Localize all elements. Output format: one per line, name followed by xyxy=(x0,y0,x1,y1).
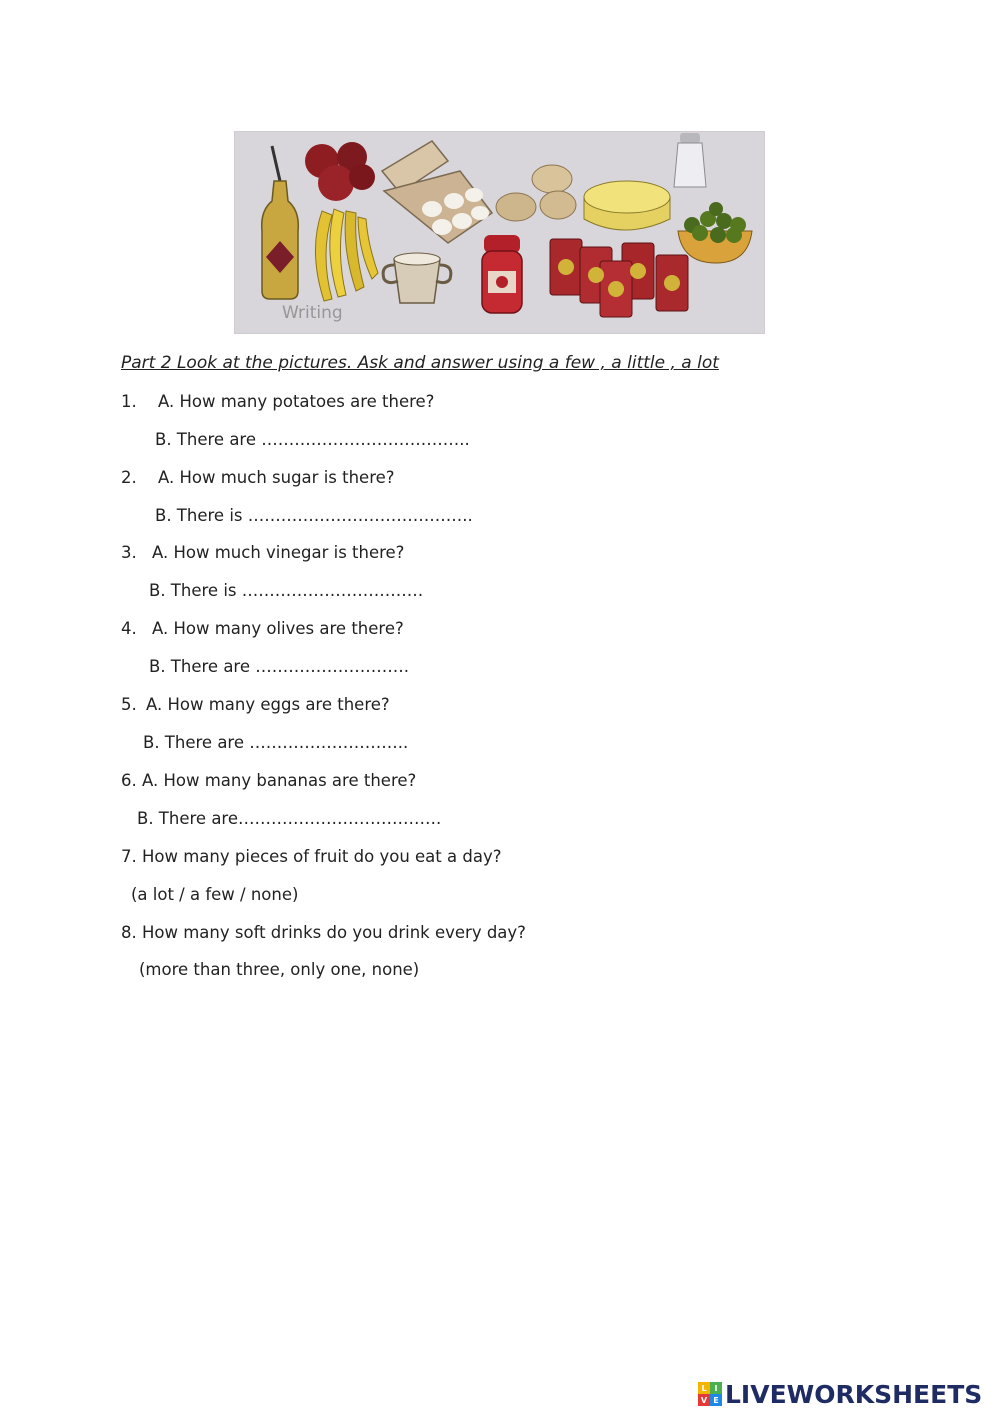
question-3-b xyxy=(149,581,423,600)
cheese-icon xyxy=(584,181,670,230)
question-7-options xyxy=(131,885,298,904)
sugar-bowl-icon xyxy=(383,253,451,303)
liveworksheets-logo-icon xyxy=(698,1382,722,1406)
question-number: 2. xyxy=(121,468,137,487)
cans-icon xyxy=(550,239,688,317)
bottle-icon xyxy=(262,146,299,299)
logo-letter: E xyxy=(710,1394,722,1406)
question-text: 7. How many pieces of fruit do you eat a day? xyxy=(121,847,502,866)
logo-letter: V xyxy=(698,1394,710,1406)
question-3-a xyxy=(121,543,404,562)
question-text: A. How many eggs are there? xyxy=(146,695,390,714)
food-picture xyxy=(234,131,765,334)
image-caption: Writing xyxy=(282,303,343,323)
question-8-options xyxy=(139,960,419,979)
question-number: 3. xyxy=(121,543,137,562)
question-4-a xyxy=(121,619,404,638)
question-4-b xyxy=(149,657,409,676)
part-heading: Part 2 Look at the pictures. Ask and answer using a few , a little , a lot xyxy=(121,353,719,373)
jam-jar-icon xyxy=(482,235,522,313)
question-1-b xyxy=(155,430,470,449)
egg-carton-icon xyxy=(382,141,492,243)
salt-shaker-icon xyxy=(674,133,706,187)
question-number: 5. xyxy=(121,695,137,714)
olives-bowl-icon xyxy=(678,202,752,263)
question-5-a xyxy=(121,695,390,714)
question-number: 1. xyxy=(121,392,137,411)
question-text: A. How much sugar is there? xyxy=(158,468,395,487)
answer-text: B. There are………………………………. xyxy=(137,809,442,828)
question-6-a xyxy=(121,771,416,790)
apples-icon xyxy=(305,142,375,201)
options-text: (more than three, only one, none) xyxy=(139,960,420,979)
liveworksheets-logo xyxy=(698,1379,982,1409)
answer-text: B. There are ……………………………….. xyxy=(155,430,470,449)
answer-text: B. There are ……………………….. xyxy=(143,733,409,752)
bananas-icon xyxy=(315,209,378,301)
question-8 xyxy=(121,923,526,942)
answer-text: B. There is …………………………… xyxy=(149,581,424,600)
options-text: (a lot / a few / none) xyxy=(131,885,299,904)
logo-letter: L xyxy=(698,1382,710,1394)
question-7 xyxy=(121,847,501,866)
question-2-a xyxy=(121,468,395,487)
question-6-b xyxy=(137,809,441,828)
question-text: A. How many olives are there? xyxy=(152,619,404,638)
question-text: 8. How many soft drinks do you drink every day? xyxy=(121,923,526,942)
question-text: A. How much vinegar is there? xyxy=(152,543,405,562)
question-text: A. How many potatoes are there? xyxy=(158,392,435,411)
question-1-a xyxy=(121,392,434,411)
question-5-b xyxy=(143,733,408,752)
potatoes-icon xyxy=(496,165,576,221)
question-2-b xyxy=(155,506,473,525)
question-text: 6. A. How many bananas are there? xyxy=(121,771,417,790)
answer-text: B. There is ………………………………….. xyxy=(155,506,473,525)
answer-text: B. There are ………………………. xyxy=(149,657,409,676)
brand-name: LIVEWORKSHEETS xyxy=(725,1379,983,1409)
logo-letter: I xyxy=(710,1382,722,1394)
question-number: 4. xyxy=(121,619,137,638)
